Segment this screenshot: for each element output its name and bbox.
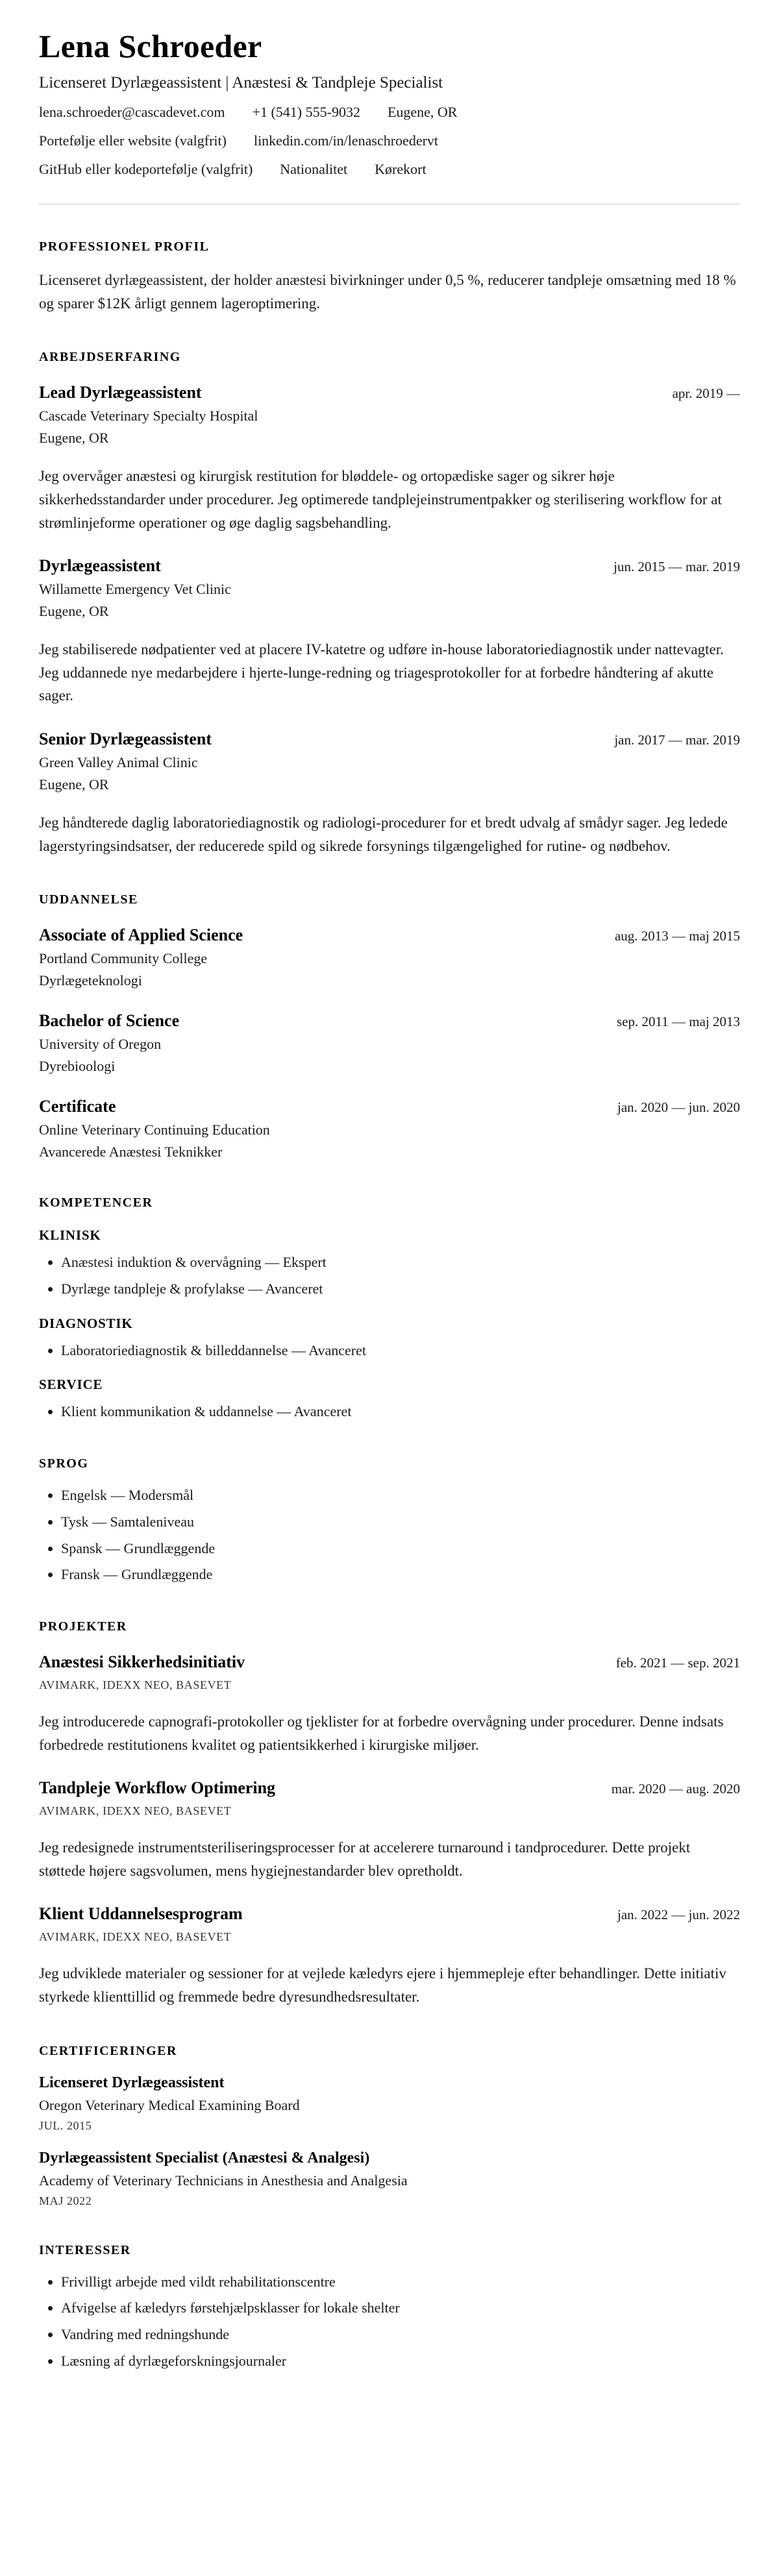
skill-group-name: DIAGNOSTIK [39,1315,133,1331]
education-dates: jan. 2020 — jun. 2020 [617,1099,740,1116]
contact-license: Kørekort [375,161,427,177]
skills-heading: KOMPETENCER [39,1196,153,1210]
education-entry-head [39,926,740,945]
certification-issuer: Academy of Veterinary Technicians in Anesthesia and Analgesia [39,2172,408,2189]
project-entry-head [39,1778,740,1798]
project-dates: feb. 2021 — sep. 2021 [615,1654,740,1671]
skill-list [39,1341,740,1360]
experience-heading: ARBEJDSERFARING [39,350,181,365]
language-list [39,1486,740,1584]
languages-heading: SPROG [39,1456,89,1471]
job-entry [39,556,740,707]
education-field: Dyrlægeteknologi [39,972,142,989]
contact-nationality: Nationalitet [280,161,348,177]
job-entry-head [39,556,740,576]
contact-location: Eugene, OR [387,104,458,120]
job-company: Green Valley Animal Clinic [39,754,198,771]
certifications-heading: CERTIFICERINGER [39,2043,177,2058]
project-tools: AVIMARK, IDEXX NEO, BASEVET [39,1678,232,1691]
education-entry-head [39,1011,740,1031]
resume-header [39,27,740,204]
education-degree: Bachelor of Science [39,1011,180,1031]
profile-text: Licenseret dyrlægeassistent, der holder anæstesi bivirkninger under 0,5 %, reducerer tandpleje omsætning med 18 % og sparer $12K årligt gennem lageroptimering. [39,272,736,312]
certification-issuer: Oregon Veterinary Medical Examining Board [39,2096,300,2113]
skill-group-clinical [39,1227,740,1298]
certification-title: Dyrlægeassistent Specialist (Anæstesi & Analgesi) [39,2149,370,2166]
candidate-name: Lena Schroeder [39,28,262,64]
project-tools: AVIMARK, IDEXX NEO, BASEVET [39,1804,232,1818]
contact-linkedin[interactable]: linkedin.com/in/lenaschroedervt [253,132,439,149]
education-school: University of Oregon [39,1036,162,1053]
education-dates: aug. 2013 — maj 2015 [614,928,740,944]
section-education [39,892,740,1160]
projects-heading: PROJEKTER [39,1619,127,1634]
project-dates: jan. 2022 — jun. 2022 [617,1907,740,1923]
section-skills [39,1196,740,1421]
job-entry [39,383,740,534]
section-interests [39,2243,740,2371]
education-field: Avancerede Anæstesi Teknikker [39,1144,223,1160]
project-title: Anæstesi Sikkerhedsinitiativ [39,1652,245,1671]
job-entry-head [39,383,740,402]
interest-item: • Læsning af dyrlægeforskningsjournaler [61,2351,740,2371]
project-entry [39,1904,740,2008]
project-entry-head [39,1652,740,1672]
contact-email[interactable]: lena.schroeder@cascadevet.com [39,104,225,120]
candidate-title: Licenseret Dyrlægeassistent | Anæstesi & Tandpleje Specialist [39,74,443,92]
skill-group-diagnostics [39,1316,740,1360]
job-title: Dyrlægeassistent [39,556,161,576]
certification-entry [39,2150,740,2208]
project-title: Klient Uddannelsesprogram [39,1904,243,1924]
section-languages [39,1456,740,1584]
education-entry [39,926,740,989]
job-location: Eugene, OR [39,776,109,793]
project-tools: AVIMARK, IDEXX NEO, BASEVET [39,1930,232,1944]
education-field: Dyrebioologi [39,1058,116,1075]
certification-date: JUL. 2015 [39,2118,92,2132]
skill-list [39,1402,740,1421]
education-heading: UDDANNELSE [39,892,138,907]
contact-row-1 [39,104,740,121]
interest-item: • Frivilligt arbejde med vildt rehabilitationscentre [61,2272,740,2292]
section-experience [39,350,740,857]
job-dates: apr. 2019 — [672,386,740,402]
interest-item: • Afvigelse af kæledyrs førstehjælpsklasser for lokale shelter [61,2298,740,2318]
education-school: Portland Community College [39,950,208,967]
job-location: Eugene, OR [39,430,109,447]
contact-phone: +1 (541) 555-9032 [252,104,360,120]
interest-list [39,2272,740,2371]
job-description: Jeg håndterede daglig laboratoriediagnostik og radiologi-procedurer for et bredt udvalg af smådyr sager. Jeg ledede lagerstyringsindsatser, der reducerede spild og sikrede forsynings tilgængelighed for rutine- og nødbehov. [39,815,728,854]
skill-group-name: KLINISK [39,1227,101,1244]
contact-github-placeholder: GitHub eller kodeportefølje (valgfrit) [39,161,253,177]
project-title: Tandpleje Workflow Optimering [39,1778,276,1798]
education-school: Online Veterinary Continuing Education [39,1122,270,1138]
job-location: Eugene, OR [39,603,109,620]
project-dates: mar. 2020 — aug. 2020 [611,1781,740,1797]
project-description: Jeg introducerede capnografi-protokoller og tjeklister for at forbedre overvågning under procedurer. Denne indsats forbedrede restitutionens kvalitet og patientsikkerhed i kirurgiske miljøer. [39,1713,724,1753]
job-company: Willamette Emergency Vet Clinic [39,581,231,598]
education-degree: Certificate [39,1097,116,1116]
contact-row-2 [39,132,740,149]
skill-group-service [39,1377,740,1421]
section-profile [39,239,740,315]
skill-list [39,1253,740,1298]
project-entry-head [39,1904,740,1924]
project-description: Jeg udviklede materialer og sessioner for at vejlede kæledyrs ejere i hjemmepleje efter behandlinger. Dette initiativ styrkede klienttillid og fremmede bedre dyresundhedsresultater. [39,1965,726,2006]
job-title: Senior Dyrlægeassistent [39,730,212,749]
job-entry [39,730,740,857]
education-dates: sep. 2011 — maj 2013 [617,1014,740,1030]
project-entry [39,1778,740,1882]
contact-row-3 [39,161,740,178]
education-degree: Associate of Applied Science [39,926,243,945]
interest-item: • Vandring med redningshunde [61,2325,740,2344]
skill-item: • Klient kommunikation & uddannelse — Avanceret [61,1402,740,1421]
profile-heading: PROFESSIONEL PROFIL [39,239,210,254]
job-description: Jeg stabiliserede nødpatienter ved at placere IV-katetre og udføre in-house laboratoriediagnostik under nattevagter. Jeg uddannede nye medarbejdere i hjerte-lunge-redning og triagesprotokoller for at forbedre håndtering af akutte sager. [39,641,724,704]
certification-title: Licenseret Dyrlægeassistent [39,2074,225,2091]
section-projects [39,1619,740,2009]
skill-item: • Anæstesi induktion & overvågning — Ekspert [61,1253,740,1272]
education-entry [39,1011,740,1075]
job-entry-head [39,730,740,749]
job-dates: jun. 2015 — mar. 2019 [613,559,740,575]
interests-heading: INTERESSER [39,2242,131,2257]
language-item: • Fransk — Grundlæggende [61,1565,740,1584]
project-entry [39,1652,740,1756]
education-entry [39,1097,740,1160]
job-description: Jeg overvåger anæstesi og kirurgisk restitution for bløddele- og ortopædiske sager og sikrer høje sikkerhedsstandarder under procedurer. Jeg optimerede tandplejeinstrumentpakker og sterilisering workflow for at strømlinjeforme operationer og øge daglig sagsbehandling. [39,468,722,531]
contact-website-placeholder: Portefølje eller website (valgfrit) [39,132,227,149]
skill-group-name: SERVICE [39,1377,103,1393]
certification-date: MAJ 2022 [39,2194,92,2207]
language-item: • Spansk — Grundlæggende [61,1539,740,1558]
language-item: • Tysk — Samtaleniveau [61,1512,740,1532]
job-company: Cascade Veterinary Specialty Hospital [39,408,258,424]
project-description: Jeg redesignede instrumentsteriliseringsprocesser for at accelerere turnaround i tandprocedurer. Dette projekt støttede højere sagsvolumen, mens hygiejnestandarder blev opretholdt. [39,1839,691,1879]
job-dates: jan. 2017 — mar. 2019 [614,732,740,748]
section-certifications [39,2044,740,2208]
certification-entry [39,2074,740,2133]
skill-item: • Dyrlæge tandpleje & profylakse — Avanceret [61,1279,740,1299]
skill-item: • Laboratoriediagnostik & billeddannelse — Avanceret [61,1341,740,1360]
language-item: • Engelsk — Modersmål [61,1486,740,1505]
job-title: Lead Dyrlægeassistent [39,383,202,402]
education-entry-head [39,1097,740,1116]
